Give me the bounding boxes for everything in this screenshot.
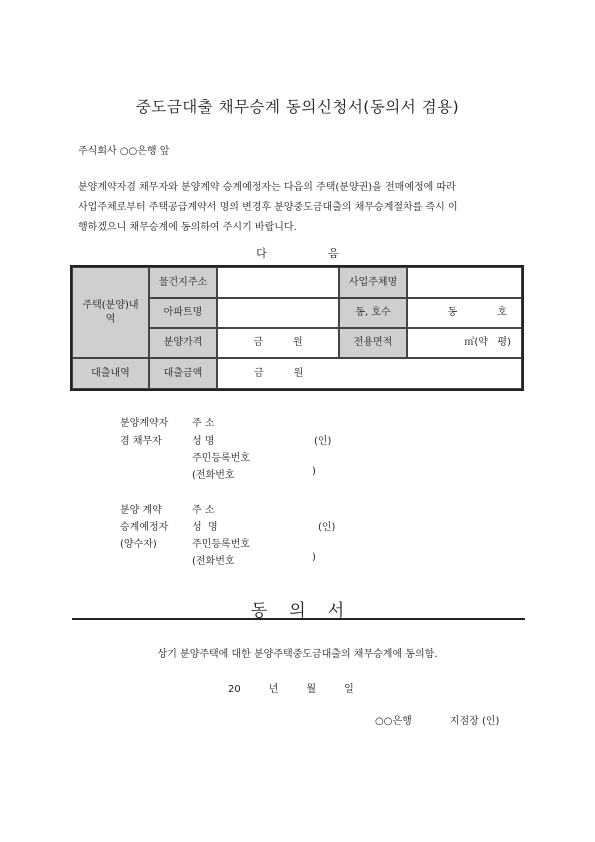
developer-name-label: 사업주체명 — [339, 267, 407, 298]
won-prefix: 금 — [254, 367, 264, 379]
won-prefix: 금 — [253, 337, 263, 348]
signature-line — [375, 712, 499, 727]
seller-id-number-label: 주민등록번호 — [192, 453, 250, 464]
seller-name-label: 성 명 — [192, 436, 215, 447]
buyer-id-number-label: 주민등록번호 — [192, 539, 250, 550]
paragraph-line: 행하겠으니 채무승계에 동의하여 주시기 바랍니다. — [78, 222, 297, 233]
date-line — [228, 680, 354, 695]
section-heading-daeum — [0, 245, 595, 261]
apartment-name-label: 아파트명 — [149, 298, 217, 328]
buyer-address-label: 주 소 — [192, 505, 215, 516]
house-details-label-text: 주택(분양)내역 — [82, 299, 139, 325]
seller-role-line2: 겸 채무자 — [120, 436, 162, 447]
addressee: 주식회사 ○○은행 앞 — [78, 146, 170, 157]
seller-phone-label: (전화번호 — [192, 470, 235, 481]
date-day: 일 — [344, 684, 354, 695]
page-title: 중도금대출 채무승계 동의신청서(동의서 겸용) — [135, 98, 460, 116]
buyer-role-line3: (양수자) — [120, 539, 157, 550]
request-paragraph — [78, 178, 523, 238]
daeum-char: 다 — [256, 247, 267, 260]
won-suffix: 원 — [293, 367, 304, 379]
unit-number-field[interactable] — [407, 298, 522, 328]
loan-amount-label: 대출금액 — [149, 358, 217, 389]
buyer-phone-close: ) — [312, 552, 316, 563]
loan-details-label: 대출내역 — [72, 358, 149, 389]
dong-unit: 동 — [447, 307, 458, 318]
consent-statement: 상기 분양주택에 대한 분양주택중도금대출의 채무승계에 동의함. — [157, 649, 438, 660]
seller-phone-close: ) — [312, 466, 316, 477]
divider-line — [72, 618, 525, 620]
ho-unit: 호 — [497, 307, 507, 318]
daeum-char: 음 — [328, 247, 339, 260]
paragraph-line: 분양계약자겸 채무자와 분양계약 승계예정자는 다음의 주택(분양권)을 전매예정에 따라 — [78, 182, 456, 193]
consent-title-char: 동 — [250, 601, 268, 621]
consent-title-char: 의 — [289, 601, 306, 621]
buyer-role-line2: 승계예정자 — [120, 522, 169, 533]
floor-area-label: 전용면적 — [339, 328, 407, 358]
house-details-label — [72, 267, 149, 358]
developer-name-field[interactable] — [407, 267, 522, 298]
branch-manager-seal: 지점장 (인) — [449, 716, 500, 727]
paragraph-line: 사업주체로부터 주택공급계약서 명의 변경후 분양중도금대출의 채무승계절차를 즉시 이 — [78, 202, 458, 213]
apartment-name-field[interactable] — [217, 298, 339, 328]
seller-address-label: 주 소 — [192, 418, 215, 429]
sale-price-field[interactable] — [217, 328, 339, 358]
floor-area-field[interactable]: ㎡(약 평) — [407, 328, 522, 358]
buyer-role-line1: 분양 계약 — [120, 505, 162, 516]
won-suffix: 원 — [293, 337, 303, 348]
seller-role-line1: 분양계약자 — [120, 418, 169, 429]
buyer-name-label: 성 명 — [192, 522, 218, 533]
loan-amount-field[interactable] — [217, 358, 522, 389]
buyer-seal: (인) — [318, 522, 336, 533]
buyer-phone-label: (전화번호 — [192, 556, 235, 567]
date-year-prefix: 20 — [228, 684, 241, 695]
details-table — [70, 265, 524, 391]
date-month: 월 — [306, 684, 317, 695]
seller-seal: (인) — [314, 436, 332, 447]
unit-number-label: 동, 호수 — [339, 298, 407, 328]
address-field[interactable] — [217, 267, 339, 298]
date-year: 년 — [268, 684, 279, 695]
sale-price-label: 분양가격 — [149, 328, 217, 358]
bank-name: ○○은행 — [375, 716, 412, 727]
consent-title-char: 서 — [327, 601, 345, 621]
address-label: 물건지주소 — [149, 267, 217, 298]
